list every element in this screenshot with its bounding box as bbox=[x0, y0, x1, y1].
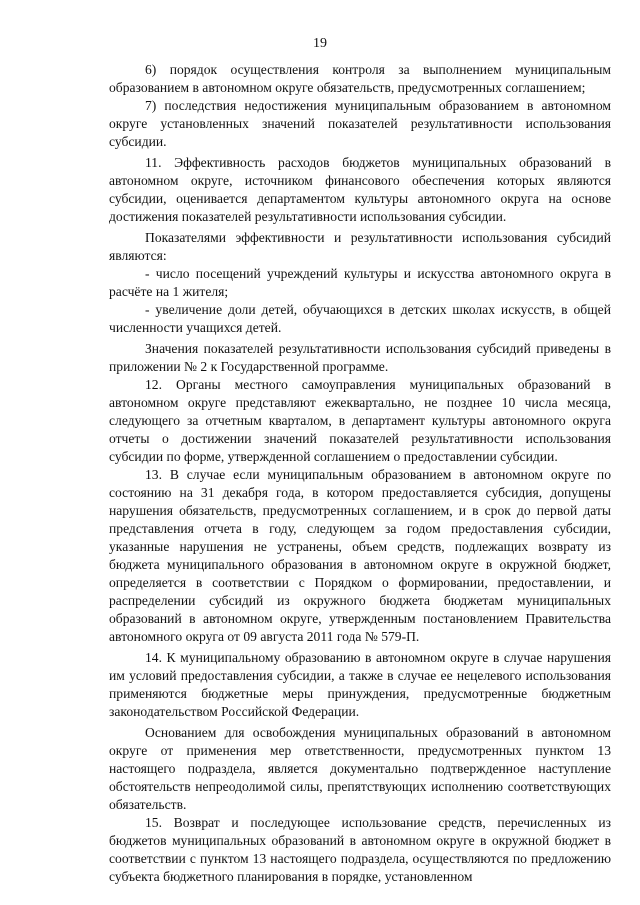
paragraph-13-violations: 13. В случае если муниципальным образованием в автономном округе по состоянию на 31 декабря года, в котором предоставляется субсидия, допущены нарушения обязательств, предусмотренных соглашением, и в срок до первой даты представления отчета в году, следующем за годом предоставления субсидии, указанные нарушения не устранены, объем средств, подлежащих возврату из бюджета муниципального образования в автономном округе в окружной бюджет, определяется в соответствии с Порядком о формировании, предоставлении, и распределении субсидий из окружного бюджета бюджетам муниципальных образований в автономном округе, утвержденным постановлением Правительства автономного округа от 09 августа 2011 года № 579-П. bbox=[109, 467, 611, 644]
paragraph-15-return: 15. Возврат и последующее использование средств, перечисленных из бюджетов муниципальных образований в автономном округе в окружной бюджет в соответствии с пунктом 13 настоящего подраздела, осуществляются по предложению субъекта бюджетного планирования в порядке, установленном bbox=[109, 815, 611, 884]
paragraph-12-reports: 12. Органы местного самоуправления муниципальных образований в автономном округе представляют ежеквартально, не позднее 10 числа месяца, следующего за отчетным кварталом, в департамент культуры автономного округа отчеты о достижении значений показателей результативности использования субсидии по форме, утвержденной соглашением о предоставлении субсидии. bbox=[109, 377, 611, 464]
page-number: 19 bbox=[313, 36, 327, 51]
paragraph-14-enforcement: 14. К муниципальному образованию в автономном округе в случае нарушения им условий предоставления субсидии, а также в случае ее нецелевого использования применяются бюджетные меры принуждения, предусмотренные бюджетным законодательством Российской Федерации. bbox=[109, 650, 611, 719]
document-body bbox=[109, 61, 611, 886]
paragraph-indicator-children-share: - увеличение доли детей, обучающихся в детских школах искусств, в общей численности учащихся детей. bbox=[109, 302, 611, 335]
paragraph-force-majeure: Основанием для освобождения муниципальных образований в автономном округе от применения мер ответственности, предусмотренных пунктом 13 настоящего подраздела, является документально подтвержденное наступление обстоятельств непреодолимой силы, препятствующих исполнению соответствующих обязательств. bbox=[109, 725, 611, 812]
paragraph-item-6: 6) порядок осуществления контроля за выполнением муниципальным образованием в автономном округе обязательств, предусмотренных соглашением; bbox=[109, 62, 611, 95]
paragraph-11-efficiency: 11. Эффективность расходов бюджетов муниципальных образований в автономном округе, источником финансового обеспечения которых являются субсидии, оценивается департаментом культуры автономного округа на основе достижения показателей результативности использования субсидии. bbox=[109, 155, 611, 224]
paragraph-indicator-visits: - число посещений учреждений культуры и искусства автономного округа в расчёте на 1 жителя; bbox=[109, 266, 611, 299]
paragraph-indicator-values: Значения показателей результативности использования субсидий приведены в приложении № 2 к Государственной программе. bbox=[109, 341, 611, 374]
paragraph-item-7: 7) последствия недостижения муниципальным образованием в автономном округе установленных значений показателей результативности использования субсидии. bbox=[109, 98, 611, 149]
paragraph-indicators-intro: Показателями эффективности и результативности использования субсидий являются: bbox=[109, 230, 611, 263]
